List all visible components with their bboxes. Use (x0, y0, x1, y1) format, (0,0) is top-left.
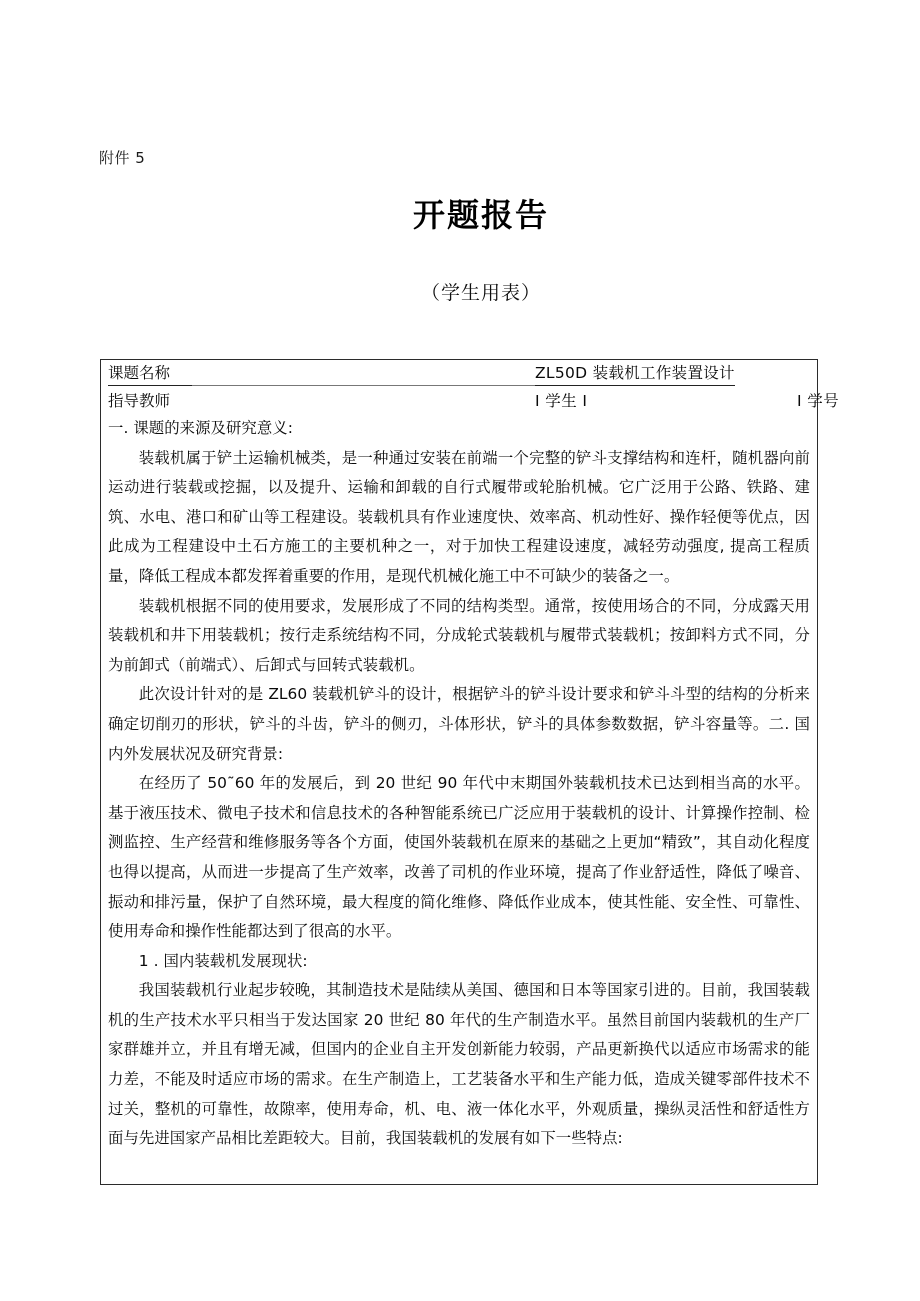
paragraph-2: 装载机根据不同的使用要求，发展形成了不同的结构类型。通常，按使用场合的不同，分成露天用装载机和井下用装载机；按行走系统结构不同，分成轮式装载机与履带式装载机；按卸料方式不同，分为前卸式（前端式）、后卸式与回转式装载机。 (108, 596, 810, 674)
attachment-note: 附件 5 (99, 149, 146, 167)
section-heading-one: 一. 课题的来源及研究意义: (108, 419, 293, 437)
table-row-topic (108, 362, 810, 386)
report-table-body (101, 360, 840, 1184)
report-table-frame (100, 359, 840, 1185)
report-body (108, 412, 810, 1154)
paragraph-1: 装载机属于铲土运输机械类，是一种通过安装在前端一个完整的铲斗支撑结构和连杆，随机器向前运动进行装载或挖掘，以及提升、运输和卸载的自行式履带或轮胎机械。它广泛用于公路、铁路、建筑、水电、港口和矿山等工程建设。装载机具有作业速度快、效率高、机动性好、操作轻便等优点，因此成为工程建设中土石方施工的主要机种之一，对于加快工程建设速度，减轻劳动强度, 提高工程质量，降低工程成本都发挥着重要的作用，是现代机械化施工中不可缺少的装备之一。 (108, 448, 810, 585)
student-id-label: I 学号 (797, 392, 840, 410)
title-block (0, 196, 920, 305)
topic-underline-spacer (192, 365, 535, 386)
table-row-teacher (108, 386, 840, 412)
paragraph-5: 我国装载机行业起步较晚，其制造技术是陆续从美国、德国和日本等国家引进的。目前，我国装载机的生产技术水平只相当于发达国家 20 世纪 80 年代的生产制造水平。虽然目前国内装载机的生产厂家群雄并立，并且有增无减，但国内的企业自主开发创新能力较弱，产品更新换代以适应市场需求的能力差，不能及时适应市场的需求。在生产制造上，工艺装备水平和生产能力低，造成关键零部件技术不过关，整机的可靠性，故隙率，使用寿命，机、电、液一体化水平，外观质量，操纵灵活性和舒适性方面与先进国家产品相比差距较大。目前，我国装载机的发展有如下一些特点: (108, 981, 810, 1148)
page-subtitle: （学生用表） (420, 282, 541, 305)
page-title: 开题报告 (412, 196, 549, 234)
topic-name-label: 课题名称 (108, 362, 192, 386)
topic-name-value: ZL50D 装载机工作装置设计 (535, 362, 735, 386)
student-label: I 学生 I (535, 392, 588, 410)
sub-heading-1: 1 . 国内装载机发展现状: (138, 951, 308, 970)
advisor-label: 指导教师 (108, 392, 171, 410)
paragraph-3: 此次设计针对的是 ZL60 装载机铲斗的设计，根据铲斗的铲斗设计要求和铲斗斗型的结构的分析来确定切削刃的形状，铲斗的斗齿，铲斗的侧刃，斗体形状，铲斗的具体参数数据，铲斗容量等。二. 国内外发展状况及研究背景: (108, 685, 810, 763)
paragraph-4: 在经历了 50˜60 年的发展后，到 20 世纪 90 年代中末期国外装载机技术已达到相当高的水平。基于液压技术、微电子技术和信息技术的各种智能系统已广泛应用于装载机的设计、计算操作控制、检测监控、生产经营和维修服务等各个方面，使国外装载机在原来的基础之上更加“精致”，其自动化程度也得以提高，从而进一步提高了生产效率，改善了司机的作业环境，提高了作业舒适性，降低了噪音、振动和排污量，保护了自然环境，最大程度的简化维修、降低作业成本，使其性能、安全性、可靠性、使用寿命和操作性能都达到了很高的水平。 (108, 774, 810, 941)
